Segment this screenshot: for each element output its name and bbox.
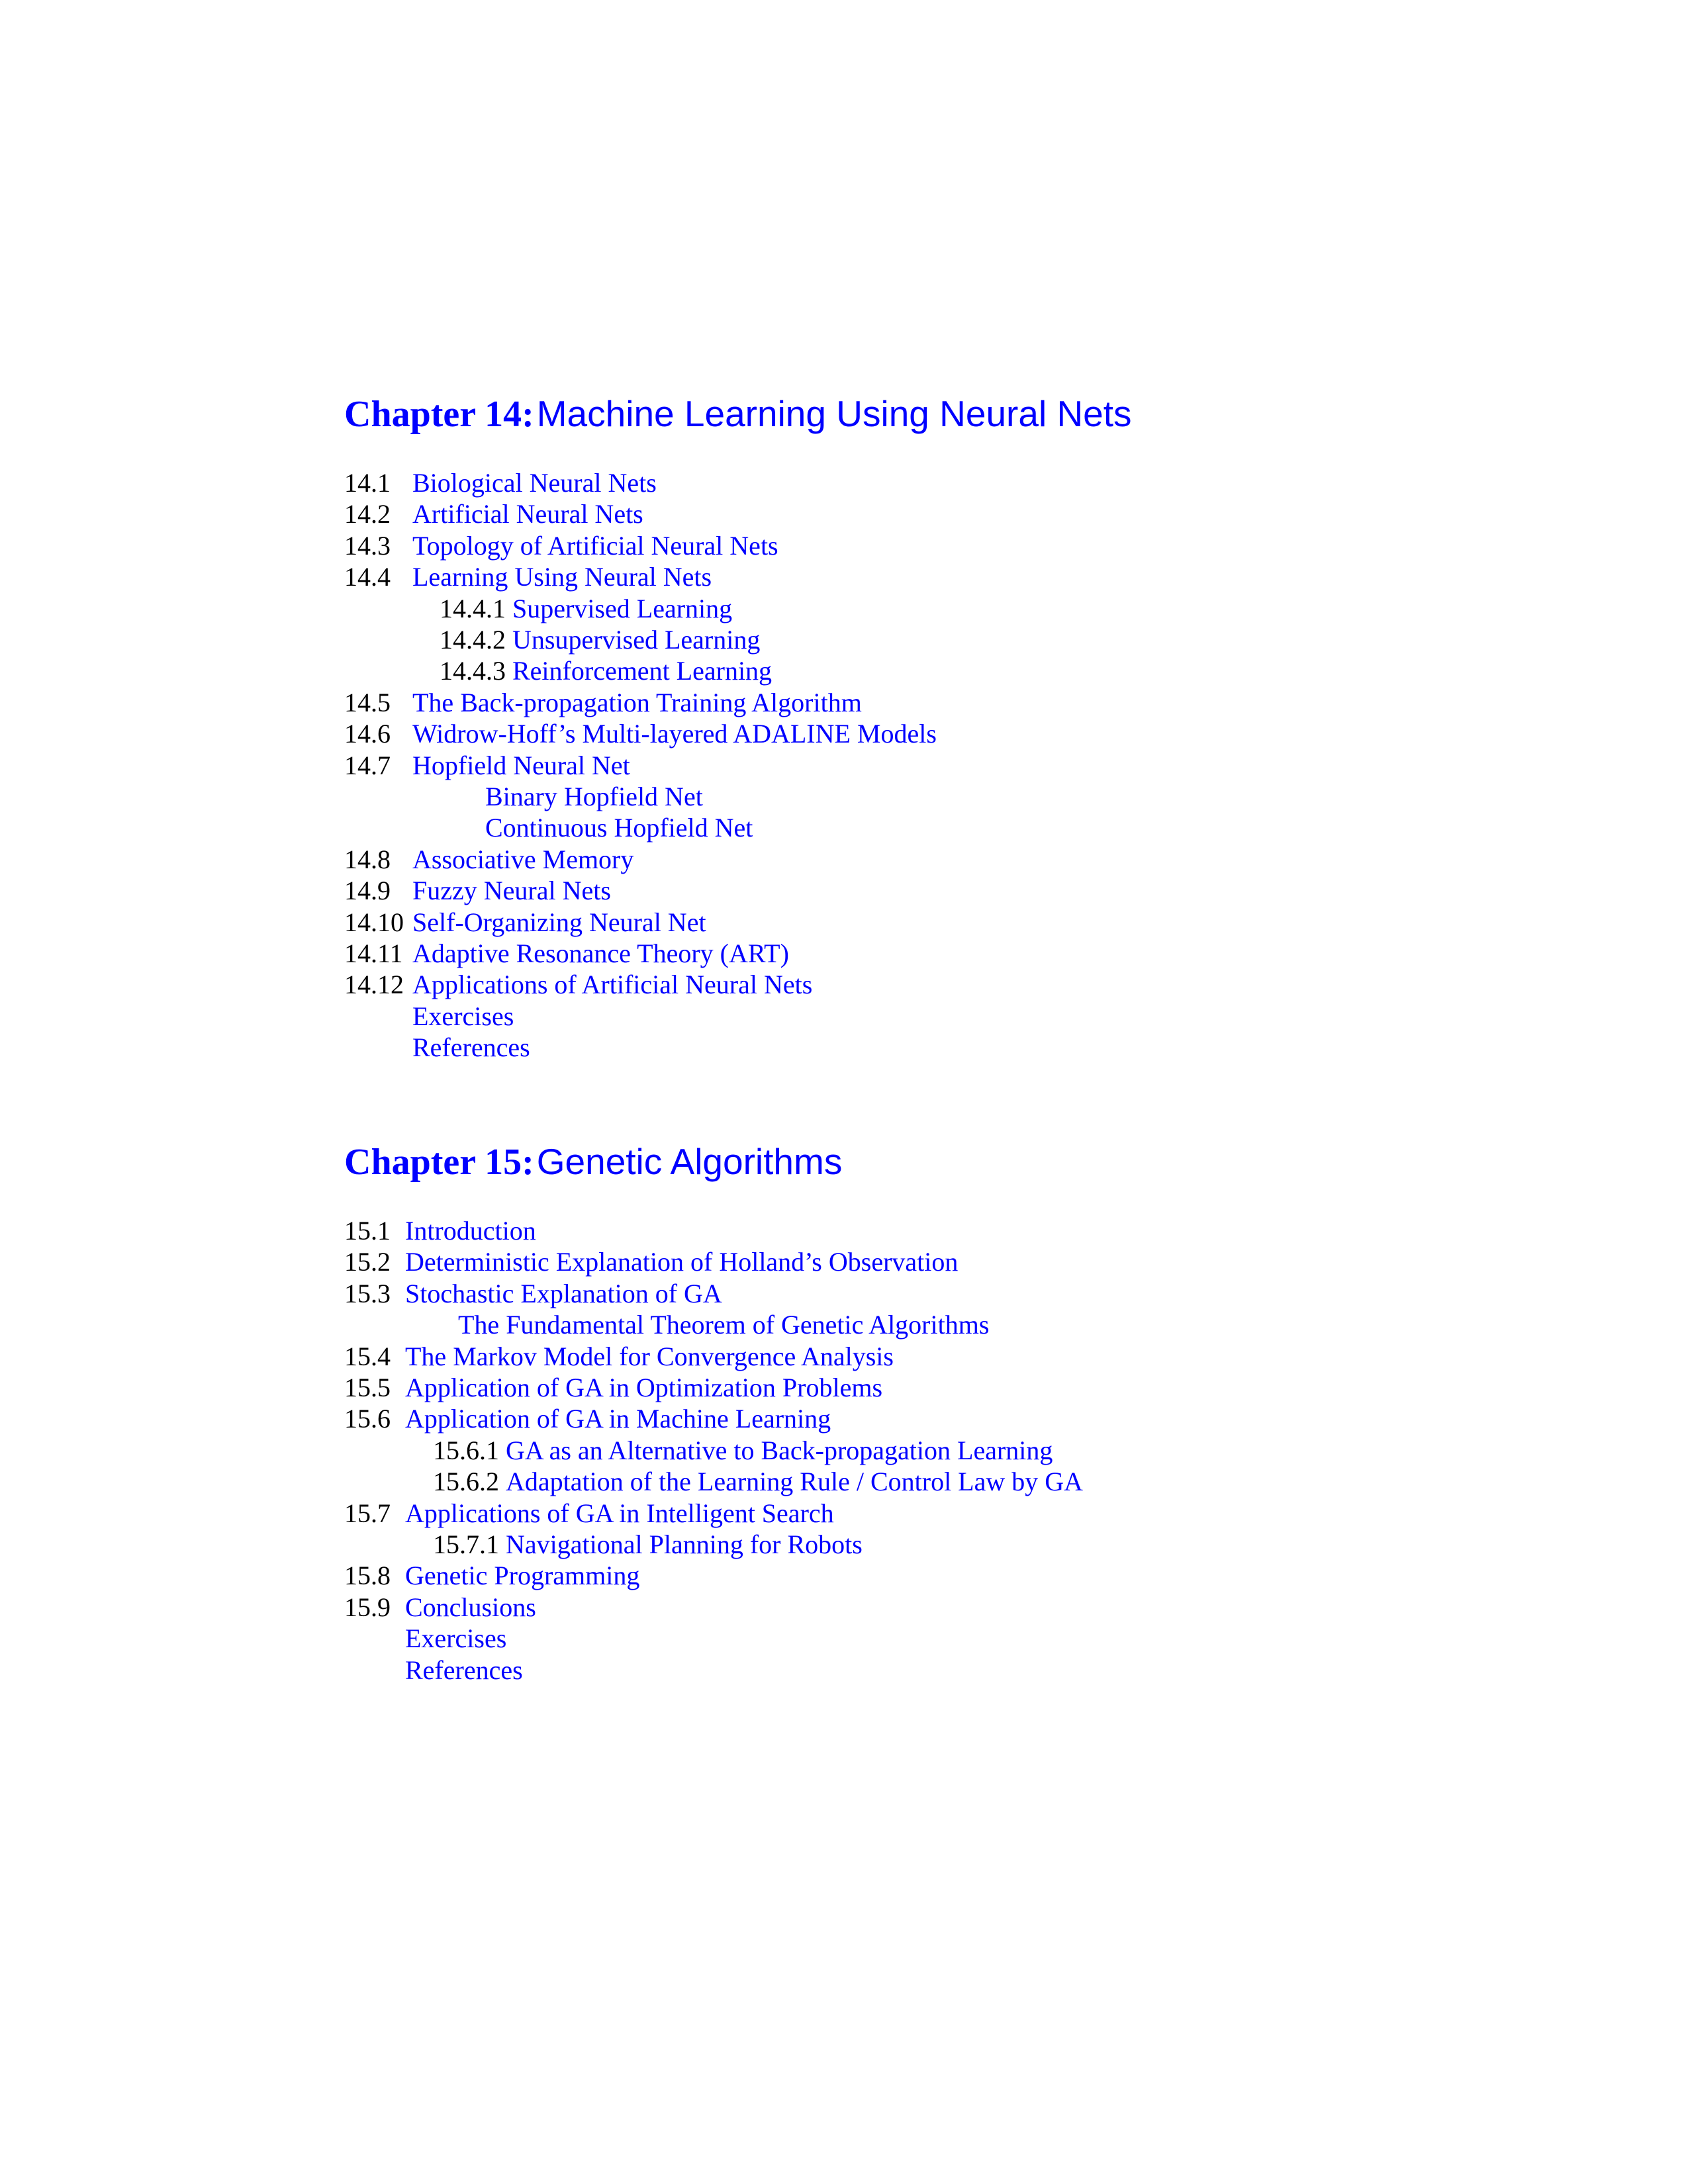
toc-entry[interactable] bbox=[440, 593, 732, 625]
toc-entry-title[interactable]: Navigational Planning for Robots bbox=[506, 1529, 863, 1559]
toc-entry[interactable] bbox=[344, 1560, 639, 1592]
toc-entry-title[interactable]: Applications of GA in Intelligent Search bbox=[405, 1498, 834, 1528]
toc-entry[interactable] bbox=[433, 1529, 863, 1561]
toc-entry-title[interactable]: Biological Neural Nets bbox=[412, 468, 657, 498]
toc-entry-title[interactable]: Application of GA in Machine Learning bbox=[405, 1404, 831, 1434]
toc-entry-number: 15.6.2 bbox=[433, 1467, 499, 1497]
toc-entry-title[interactable]: Stochastic Explanation of GA bbox=[405, 1278, 722, 1308]
toc-entry-title[interactable]: Topology of Artificial Neural Nets bbox=[412, 530, 778, 561]
toc-entry[interactable] bbox=[344, 1032, 530, 1064]
toc-entry-number: 14.5 bbox=[344, 687, 391, 717]
toc-entry[interactable] bbox=[344, 1309, 989, 1341]
toc-entry-number: 15.9 bbox=[344, 1592, 391, 1622]
toc-entry-title[interactable]: Learning Using Neural Nets bbox=[412, 562, 712, 592]
toc-entry[interactable] bbox=[344, 812, 753, 844]
toc-entry-title[interactable]: Reinforcement Learning bbox=[512, 656, 773, 686]
toc-entry-title[interactable]: Continuous Hopfield Net bbox=[485, 813, 753, 843]
chapter-heading[interactable] bbox=[344, 1141, 843, 1183]
toc-entry-number: 14.3 bbox=[344, 530, 391, 561]
toc-entry-title[interactable]: References bbox=[412, 1032, 530, 1063]
toc-entry-title[interactable]: Introduction bbox=[405, 1216, 536, 1246]
toc-entry-number: 14.8 bbox=[344, 844, 391, 874]
toc-entry-number: 14.4.1 bbox=[440, 593, 506, 623]
toc-entry-number: 14.6 bbox=[344, 719, 391, 749]
toc-entry-title[interactable]: Hopfield Neural Net bbox=[412, 750, 630, 780]
toc-entry-title[interactable]: GA as an Alternative to Back-propagation Learning bbox=[506, 1435, 1053, 1465]
toc-entry-title[interactable]: Self-Organizing Neural Net bbox=[412, 907, 706, 937]
toc-entry[interactable] bbox=[344, 938, 789, 970]
toc-entry-number: 15.1 bbox=[344, 1216, 391, 1246]
toc-entry[interactable] bbox=[344, 875, 611, 907]
toc-entry-number: 15.6.1 bbox=[433, 1435, 499, 1465]
toc-entry[interactable] bbox=[344, 718, 937, 750]
toc-entry-number: 15.7.1 bbox=[433, 1529, 499, 1559]
toc-entry[interactable] bbox=[344, 1215, 536, 1247]
toc-entry-title[interactable]: Exercises bbox=[412, 1001, 514, 1031]
toc-entry[interactable] bbox=[344, 1001, 514, 1032]
toc-entry[interactable] bbox=[344, 561, 712, 593]
toc-entry[interactable] bbox=[344, 467, 657, 499]
toc-entry-title[interactable]: Artificial Neural Nets bbox=[412, 499, 643, 529]
chapter-title: Genetic Algorithms bbox=[536, 1141, 843, 1182]
toc-entry-title[interactable]: The Back-propagation Training Algorithm bbox=[412, 687, 862, 717]
toc-entry[interactable] bbox=[344, 969, 812, 1001]
toc-entry-title[interactable]: Exercises bbox=[405, 1623, 507, 1654]
toc-entry-number: 15.3 bbox=[344, 1278, 391, 1308]
toc-entry-title[interactable]: The Markov Model for Convergence Analysis bbox=[405, 1341, 894, 1371]
toc-entry-title[interactable]: Genetic Programming bbox=[405, 1561, 640, 1591]
toc-entry[interactable] bbox=[344, 1403, 831, 1435]
toc-entry-number: 14.4 bbox=[344, 562, 391, 592]
toc-entry-title[interactable]: Associative Memory bbox=[412, 844, 634, 874]
toc-entry-number: 15.2 bbox=[344, 1247, 391, 1277]
toc-entry-number: 15.4 bbox=[344, 1341, 391, 1371]
toc-entry[interactable] bbox=[344, 1592, 536, 1623]
toc-entry-title[interactable]: Unsupervised Learning bbox=[512, 625, 761, 655]
toc-entry[interactable] bbox=[344, 750, 630, 782]
chapter-heading[interactable] bbox=[344, 393, 1132, 435]
toc-entry[interactable] bbox=[344, 1341, 894, 1373]
toc-entry[interactable] bbox=[433, 1466, 1083, 1498]
chapter-title: Machine Learning Using Neural Nets bbox=[536, 393, 1132, 434]
toc-entry[interactable] bbox=[344, 1498, 834, 1529]
toc-entry-number: 14.4.3 bbox=[440, 656, 506, 686]
toc-entry-number: 15.7 bbox=[344, 1498, 391, 1528]
toc-entry-title[interactable]: The Fundamental Theorem of Genetic Algorithms bbox=[458, 1310, 990, 1340]
toc-entry[interactable] bbox=[344, 1372, 882, 1404]
toc-entry-title[interactable]: Applications of Artificial Neural Nets bbox=[412, 970, 813, 1000]
toc-entry-title[interactable]: References bbox=[405, 1655, 523, 1685]
toc-entry-number: 15.6 bbox=[344, 1404, 391, 1434]
toc-entry[interactable] bbox=[344, 781, 703, 813]
toc-entry[interactable] bbox=[344, 1278, 722, 1310]
toc-entry-title[interactable]: Deterministic Explanation of Holland’s Observation bbox=[405, 1247, 959, 1277]
toc-entry-title[interactable]: Binary Hopfield Net bbox=[485, 782, 703, 811]
toc-entry-number: 15.5 bbox=[344, 1373, 391, 1402]
toc-entry[interactable] bbox=[344, 907, 706, 938]
toc-entry-number: 14.11 bbox=[344, 938, 403, 968]
toc-entry-title[interactable]: Supervised Learning bbox=[512, 593, 733, 623]
toc-entry-number: 14.12 bbox=[344, 970, 404, 1000]
toc-entry-number: 14.10 bbox=[344, 907, 404, 937]
toc-entry[interactable] bbox=[344, 687, 862, 719]
toc-entry-title[interactable]: Adaptation of the Learning Rule / Control Law by GA bbox=[506, 1467, 1084, 1497]
toc-entry[interactable] bbox=[440, 655, 772, 687]
toc-entry-title[interactable]: Adaptive Resonance Theory (ART) bbox=[412, 938, 789, 968]
toc-entry-number: 14.1 bbox=[344, 468, 391, 498]
toc-entry-number: 14.4.2 bbox=[440, 625, 506, 655]
toc-entry-number: 14.2 bbox=[344, 499, 391, 529]
toc-entry[interactable] bbox=[344, 530, 778, 562]
toc-entry-number: 14.9 bbox=[344, 876, 391, 906]
toc-entry-title[interactable]: Application of GA in Optimization Problems bbox=[405, 1373, 883, 1402]
toc-entry[interactable] bbox=[344, 844, 633, 876]
toc-entry-title[interactable]: Fuzzy Neural Nets bbox=[412, 876, 611, 906]
toc-entry[interactable] bbox=[433, 1435, 1053, 1467]
toc-entry[interactable] bbox=[440, 624, 760, 656]
toc-entry-number: 14.7 bbox=[344, 750, 391, 780]
toc-entry-title[interactable]: Conclusions bbox=[405, 1592, 536, 1622]
toc-entry[interactable] bbox=[344, 498, 643, 530]
toc-entry-title[interactable]: Widrow-Hoff’s Multi-layered ADALINE Models bbox=[412, 719, 937, 749]
chapter-label: Chapter 15: bbox=[344, 1142, 534, 1183]
toc-entry[interactable] bbox=[344, 1623, 506, 1655]
chapter-label: Chapter 14: bbox=[344, 394, 534, 435]
toc-entry[interactable] bbox=[344, 1655, 523, 1686]
toc-entry-number: 15.8 bbox=[344, 1561, 391, 1591]
toc-entry[interactable] bbox=[344, 1246, 958, 1278]
